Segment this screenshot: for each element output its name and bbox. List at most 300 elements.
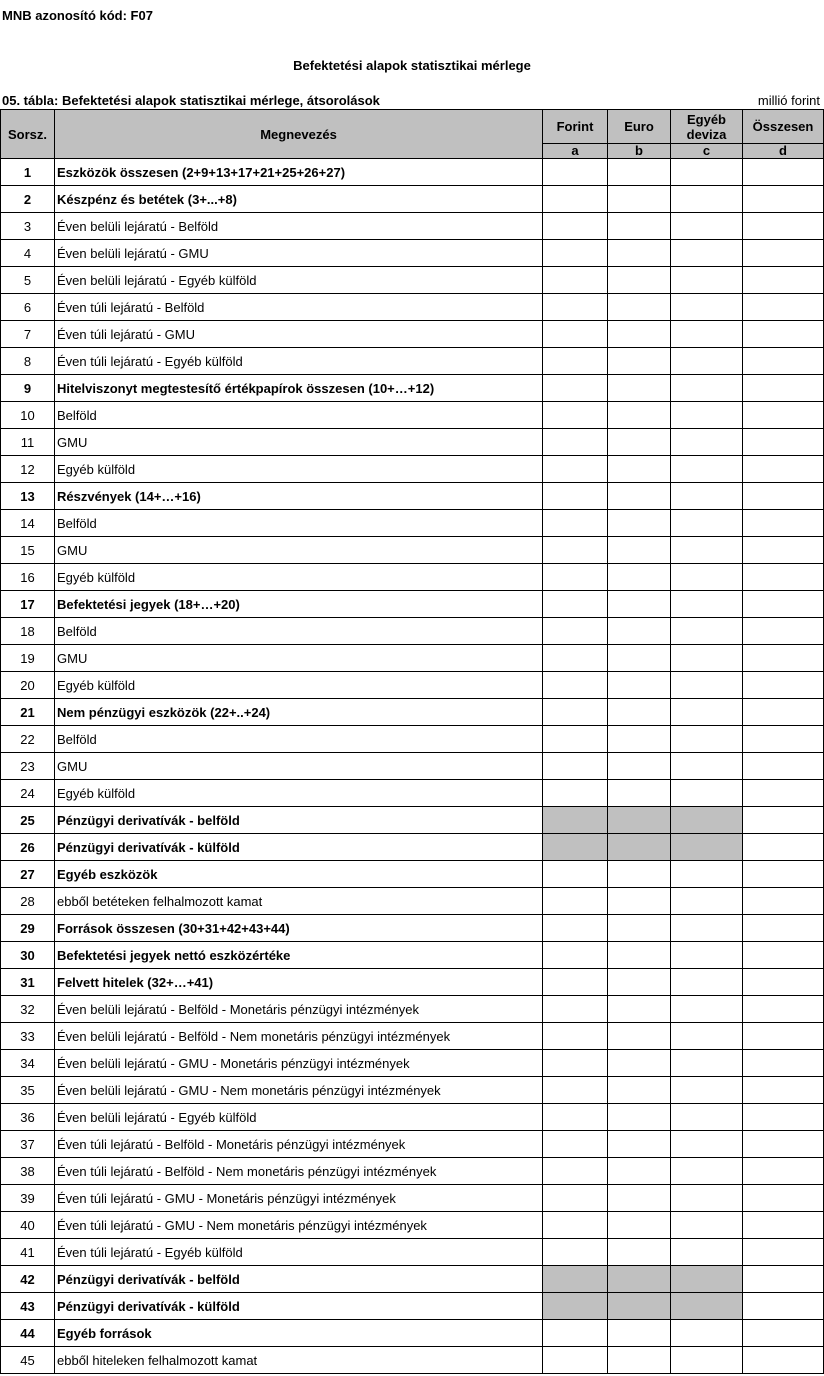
row-number: 3	[1, 213, 55, 240]
value-cell-osszesen[interactable]	[743, 456, 824, 483]
value-cell-egyeb-deviza[interactable]	[671, 321, 743, 348]
value-cell-forint[interactable]	[543, 996, 608, 1023]
table-row	[1, 159, 824, 186]
value-cell-euro[interactable]	[608, 294, 671, 321]
row-label: Belföld	[55, 510, 543, 537]
row-label: Éven túli lejáratú - GMU - Nem monetáris pénzügyi intézmények	[55, 1212, 543, 1239]
row-label: Egyéb külföld	[55, 564, 543, 591]
row-label: Belföld	[55, 618, 543, 645]
value-cell-forint[interactable]	[543, 510, 608, 537]
row-label: Pénzügyi derivatívák - belföld	[55, 807, 543, 834]
value-cell-egyeb-deviza[interactable]	[671, 1023, 743, 1050]
value-cell-osszesen[interactable]	[743, 267, 824, 294]
value-cell-forint[interactable]	[543, 213, 608, 240]
table-row	[1, 1131, 824, 1158]
table-row	[1, 753, 824, 780]
value-cell-egyeb-deviza[interactable]	[671, 537, 743, 564]
table-row	[1, 1104, 824, 1131]
table-row	[1, 591, 824, 618]
value-cell-euro[interactable]	[608, 348, 671, 375]
value-cell-osszesen[interactable]	[743, 1185, 824, 1212]
value-cell-osszesen[interactable]	[743, 213, 824, 240]
value-cell-euro[interactable]	[608, 888, 671, 915]
value-cell-forint[interactable]	[543, 186, 608, 213]
value-cell-euro[interactable]	[608, 1185, 671, 1212]
row-label: Éven belüli lejáratú - GMU	[55, 240, 543, 267]
row-label: Éven belüli lejáratú - GMU - Monetáris pénzügyi intézmények	[55, 1050, 543, 1077]
value-cell-egyeb-deviza[interactable]	[671, 564, 743, 591]
value-cell-euro[interactable]	[608, 1239, 671, 1266]
table-row	[1, 807, 824, 834]
value-cell-forint[interactable]	[543, 564, 608, 591]
value-cell-forint[interactable]	[543, 1131, 608, 1158]
row-label: Egyéb külföld	[55, 456, 543, 483]
value-cell-egyeb-deviza[interactable]	[671, 942, 743, 969]
row-label: Egyéb külföld	[55, 672, 543, 699]
table-row	[1, 510, 824, 537]
row-number: 11	[1, 429, 55, 456]
value-cell-forint[interactable]	[543, 942, 608, 969]
table-row	[1, 456, 824, 483]
row-number: 13	[1, 483, 55, 510]
value-cell-forint[interactable]	[543, 969, 608, 996]
table-row	[1, 483, 824, 510]
balance-sheet-table	[0, 109, 824, 1374]
value-cell-euro[interactable]	[608, 321, 671, 348]
value-cell-forint[interactable]	[543, 321, 608, 348]
row-number: 43	[1, 1293, 55, 1320]
value-cell-egyeb-deviza[interactable]	[671, 1320, 743, 1347]
value-cell-forint[interactable]	[543, 348, 608, 375]
value-cell-forint[interactable]	[543, 267, 608, 294]
value-cell-egyeb-deviza[interactable]	[671, 996, 743, 1023]
header-code-b: b	[608, 144, 671, 159]
value-cell-forint[interactable]	[543, 861, 608, 888]
value-cell-osszesen[interactable]	[743, 294, 824, 321]
row-label: Pénzügyi derivatívák - külföld	[55, 1293, 543, 1320]
value-cell-euro[interactable]	[608, 780, 671, 807]
row-label: Éven túli lejáratú - Belföld - Nem monetáris pénzügyi intézmények	[55, 1158, 543, 1185]
header-code-d: d	[743, 144, 824, 159]
header-osszesen: Összesen	[743, 110, 824, 144]
value-cell-forint[interactable]	[543, 159, 608, 186]
value-cell-egyeb-deviza[interactable]	[671, 267, 743, 294]
value-cell-forint[interactable]	[543, 402, 608, 429]
value-cell-euro[interactable]	[608, 456, 671, 483]
value-cell-euro[interactable]	[608, 375, 671, 402]
value-cell-egyeb-deviza[interactable]	[671, 1104, 743, 1131]
row-label: GMU	[55, 645, 543, 672]
value-cell-forint[interactable]	[543, 1347, 608, 1374]
shaded-cell-forint	[543, 1266, 608, 1293]
value-cell-forint[interactable]	[543, 672, 608, 699]
value-cell-euro[interactable]	[608, 537, 671, 564]
value-cell-osszesen[interactable]	[743, 348, 824, 375]
value-cell-euro[interactable]	[608, 996, 671, 1023]
row-label: Pénzügyi derivatívák - külföld	[55, 834, 543, 861]
table-row	[1, 186, 824, 213]
value-cell-osszesen[interactable]	[743, 564, 824, 591]
value-cell-egyeb-deviza[interactable]	[671, 186, 743, 213]
value-cell-egyeb-deviza[interactable]	[671, 672, 743, 699]
value-cell-forint[interactable]	[543, 1212, 608, 1239]
row-number: 7	[1, 321, 55, 348]
row-number: 2	[1, 186, 55, 213]
row-number: 12	[1, 456, 55, 483]
value-cell-forint[interactable]	[543, 375, 608, 402]
value-cell-osszesen[interactable]	[743, 753, 824, 780]
mnb-code: MNB azonosító kód: F07	[2, 8, 153, 23]
value-cell-euro[interactable]	[608, 240, 671, 267]
value-cell-osszesen[interactable]	[743, 483, 824, 510]
value-cell-forint[interactable]	[543, 726, 608, 753]
value-cell-egyeb-deviza[interactable]	[671, 618, 743, 645]
header-egyeb-deviza: Egyéb deviza	[671, 110, 743, 144]
value-cell-osszesen[interactable]	[743, 645, 824, 672]
value-cell-osszesen[interactable]	[743, 1158, 824, 1185]
row-label: Nem pénzügyi eszközök (22+..+24)	[55, 699, 543, 726]
table-row	[1, 1320, 824, 1347]
row-number: 25	[1, 807, 55, 834]
value-cell-forint[interactable]	[543, 429, 608, 456]
row-number: 21	[1, 699, 55, 726]
row-number: 17	[1, 591, 55, 618]
value-cell-euro[interactable]	[608, 1077, 671, 1104]
row-number: 27	[1, 861, 55, 888]
value-cell-euro[interactable]	[608, 645, 671, 672]
value-cell-forint[interactable]	[543, 699, 608, 726]
value-cell-forint[interactable]	[543, 1185, 608, 1212]
value-cell-osszesen[interactable]	[743, 1293, 824, 1320]
value-cell-forint[interactable]	[543, 888, 608, 915]
value-cell-osszesen[interactable]	[743, 240, 824, 267]
row-number: 38	[1, 1158, 55, 1185]
value-cell-forint[interactable]	[543, 456, 608, 483]
header-forint: Forint	[543, 110, 608, 144]
shaded-cell-forint	[543, 807, 608, 834]
value-cell-egyeb-deviza[interactable]	[671, 726, 743, 753]
value-cell-osszesen[interactable]	[743, 510, 824, 537]
table-row	[1, 996, 824, 1023]
value-cell-euro[interactable]	[608, 186, 671, 213]
value-cell-osszesen[interactable]	[743, 1239, 824, 1266]
table-title: 05. tábla: Befektetési alapok statisztikai mérlege, átsorolások	[2, 93, 380, 108]
unit-label: millió forint	[757, 93, 820, 108]
row-label: Egyéb források	[55, 1320, 543, 1347]
value-cell-euro[interactable]	[608, 564, 671, 591]
value-cell-forint[interactable]	[543, 645, 608, 672]
value-cell-egyeb-deviza[interactable]	[671, 402, 743, 429]
value-cell-egyeb-deviza[interactable]	[671, 240, 743, 267]
value-cell-osszesen[interactable]	[743, 321, 824, 348]
row-number: 42	[1, 1266, 55, 1293]
row-label: Éven túli lejáratú - Egyéb külföld	[55, 1239, 543, 1266]
value-cell-egyeb-deviza[interactable]	[671, 1077, 743, 1104]
value-cell-euro[interactable]	[608, 915, 671, 942]
table-row	[1, 294, 824, 321]
row-number: 40	[1, 1212, 55, 1239]
row-label: Egyéb eszközök	[55, 861, 543, 888]
row-label: Éven belüli lejáratú - Belföld	[55, 213, 543, 240]
row-number: 19	[1, 645, 55, 672]
row-number: 28	[1, 888, 55, 915]
value-cell-euro[interactable]	[608, 753, 671, 780]
header-code-c: c	[671, 144, 743, 159]
value-cell-egyeb-deviza[interactable]	[671, 1185, 743, 1212]
value-cell-osszesen[interactable]	[743, 1131, 824, 1158]
table-row	[1, 888, 824, 915]
value-cell-egyeb-deviza[interactable]	[671, 1347, 743, 1374]
row-number: 8	[1, 348, 55, 375]
value-cell-egyeb-deviza[interactable]	[671, 780, 743, 807]
value-cell-osszesen[interactable]	[743, 969, 824, 996]
value-cell-egyeb-deviza[interactable]	[671, 861, 743, 888]
value-cell-egyeb-deviza[interactable]	[671, 456, 743, 483]
row-number: 15	[1, 537, 55, 564]
value-cell-egyeb-deviza[interactable]	[671, 1131, 743, 1158]
value-cell-euro[interactable]	[608, 402, 671, 429]
value-cell-osszesen[interactable]	[743, 834, 824, 861]
value-cell-euro[interactable]	[608, 429, 671, 456]
row-number: 4	[1, 240, 55, 267]
shaded-cell-egyeb-deviza	[671, 834, 743, 861]
table-row	[1, 1050, 824, 1077]
value-cell-euro[interactable]	[608, 618, 671, 645]
row-number: 31	[1, 969, 55, 996]
value-cell-osszesen[interactable]	[743, 1212, 824, 1239]
page-title: Befektetési alapok statisztikai mérlege	[293, 58, 531, 73]
shaded-cell-euro	[608, 1266, 671, 1293]
value-cell-egyeb-deviza[interactable]	[671, 591, 743, 618]
row-label: Éven belüli lejáratú - Egyéb külföld	[55, 267, 543, 294]
row-number: 10	[1, 402, 55, 429]
value-cell-osszesen[interactable]	[743, 1023, 824, 1050]
value-cell-euro[interactable]	[608, 483, 671, 510]
table-row	[1, 402, 824, 429]
row-label: Eszközök összesen (2+9+13+17+21+25+26+27)	[55, 159, 543, 186]
value-cell-osszesen[interactable]	[743, 1104, 824, 1131]
table-row	[1, 780, 824, 807]
value-cell-euro[interactable]	[608, 942, 671, 969]
value-cell-euro[interactable]	[608, 591, 671, 618]
row-label: Éven túli lejáratú - Belföld	[55, 294, 543, 321]
value-cell-euro[interactable]	[608, 1104, 671, 1131]
value-cell-osszesen[interactable]	[743, 915, 824, 942]
value-cell-osszesen[interactable]	[743, 375, 824, 402]
value-cell-egyeb-deviza[interactable]	[671, 753, 743, 780]
value-cell-osszesen[interactable]	[743, 1347, 824, 1374]
row-label: Befektetési jegyek nettó eszközértéke	[55, 942, 543, 969]
row-label: GMU	[55, 753, 543, 780]
value-cell-egyeb-deviza[interactable]	[671, 1050, 743, 1077]
header-sorsz: Sorsz.	[1, 110, 55, 159]
value-cell-osszesen[interactable]	[743, 942, 824, 969]
shaded-cell-euro	[608, 834, 671, 861]
value-cell-osszesen[interactable]	[743, 1320, 824, 1347]
row-number: 23	[1, 753, 55, 780]
row-number: 34	[1, 1050, 55, 1077]
value-cell-egyeb-deviza[interactable]	[671, 888, 743, 915]
row-label: Készpénz és betétek (3+...+8)	[55, 186, 543, 213]
row-number: 35	[1, 1077, 55, 1104]
value-cell-forint[interactable]	[543, 753, 608, 780]
table-row	[1, 537, 824, 564]
value-cell-osszesen[interactable]	[743, 1077, 824, 1104]
value-cell-forint[interactable]	[543, 915, 608, 942]
value-cell-egyeb-deviza[interactable]	[671, 1212, 743, 1239]
value-cell-egyeb-deviza[interactable]	[671, 699, 743, 726]
value-cell-euro[interactable]	[608, 1320, 671, 1347]
row-number: 26	[1, 834, 55, 861]
row-number: 22	[1, 726, 55, 753]
value-cell-euro[interactable]	[608, 969, 671, 996]
value-cell-euro[interactable]	[608, 672, 671, 699]
table-row	[1, 429, 824, 456]
value-cell-osszesen[interactable]	[743, 1050, 824, 1077]
table-row	[1, 969, 824, 996]
value-cell-egyeb-deviza[interactable]	[671, 645, 743, 672]
row-number: 45	[1, 1347, 55, 1374]
row-label: Éven túli lejáratú - GMU - Monetáris pénzügyi intézmények	[55, 1185, 543, 1212]
value-cell-euro[interactable]	[608, 267, 671, 294]
value-cell-osszesen[interactable]	[743, 591, 824, 618]
shaded-cell-euro	[608, 807, 671, 834]
row-number: 1	[1, 159, 55, 186]
value-cell-euro[interactable]	[608, 1050, 671, 1077]
row-label: Éven túli lejáratú - Belföld - Monetáris pénzügyi intézmények	[55, 1131, 543, 1158]
value-cell-egyeb-deviza[interactable]	[671, 1158, 743, 1185]
value-cell-forint[interactable]	[543, 780, 608, 807]
value-cell-egyeb-deviza[interactable]	[671, 1239, 743, 1266]
value-cell-forint[interactable]	[543, 1050, 608, 1077]
row-label: Éven túli lejáratú - GMU	[55, 321, 543, 348]
value-cell-egyeb-deviza[interactable]	[671, 213, 743, 240]
value-cell-forint[interactable]	[543, 240, 608, 267]
value-cell-egyeb-deviza[interactable]	[671, 294, 743, 321]
row-number: 14	[1, 510, 55, 537]
table-row	[1, 1212, 824, 1239]
value-cell-forint[interactable]	[543, 1077, 608, 1104]
value-cell-forint[interactable]	[543, 1320, 608, 1347]
row-number: 37	[1, 1131, 55, 1158]
row-number: 30	[1, 942, 55, 969]
value-cell-egyeb-deviza[interactable]	[671, 348, 743, 375]
value-cell-egyeb-deviza[interactable]	[671, 159, 743, 186]
value-cell-egyeb-deviza[interactable]	[671, 915, 743, 942]
table-row	[1, 672, 824, 699]
table-row	[1, 1293, 824, 1320]
row-label: Belföld	[55, 402, 543, 429]
value-cell-osszesen[interactable]	[743, 672, 824, 699]
row-number: 41	[1, 1239, 55, 1266]
row-label: Belföld	[55, 726, 543, 753]
value-cell-euro[interactable]	[608, 1347, 671, 1374]
table-row	[1, 375, 824, 402]
value-cell-euro[interactable]	[608, 699, 671, 726]
value-cell-forint[interactable]	[543, 1158, 608, 1185]
value-cell-osszesen[interactable]	[743, 537, 824, 564]
row-label: GMU	[55, 429, 543, 456]
value-cell-egyeb-deviza[interactable]	[671, 375, 743, 402]
value-cell-egyeb-deviza[interactable]	[671, 483, 743, 510]
row-label: Egyéb külföld	[55, 780, 543, 807]
value-cell-osszesen[interactable]	[743, 996, 824, 1023]
value-cell-euro[interactable]	[608, 510, 671, 537]
table-row	[1, 1023, 824, 1050]
row-number: 6	[1, 294, 55, 321]
value-cell-forint[interactable]	[543, 1023, 608, 1050]
table-row	[1, 1185, 824, 1212]
value-cell-egyeb-deviza[interactable]	[671, 429, 743, 456]
row-label: ebből betéteken felhalmozott kamat	[55, 888, 543, 915]
value-cell-euro[interactable]	[608, 1212, 671, 1239]
value-cell-osszesen[interactable]	[743, 159, 824, 186]
value-cell-euro[interactable]	[608, 861, 671, 888]
table-row	[1, 267, 824, 294]
row-number: 9	[1, 375, 55, 402]
value-cell-forint[interactable]	[543, 618, 608, 645]
value-cell-osszesen[interactable]	[743, 699, 824, 726]
row-number: 18	[1, 618, 55, 645]
value-cell-forint[interactable]	[543, 591, 608, 618]
row-number: 33	[1, 1023, 55, 1050]
table-row	[1, 1347, 824, 1374]
shaded-cell-egyeb-deviza	[671, 1266, 743, 1293]
row-label: Felvett hitelek (32+…+41)	[55, 969, 543, 996]
value-cell-euro[interactable]	[608, 213, 671, 240]
value-cell-osszesen[interactable]	[743, 402, 824, 429]
value-cell-osszesen[interactable]	[743, 1266, 824, 1293]
value-cell-osszesen[interactable]	[743, 726, 824, 753]
table-row	[1, 321, 824, 348]
header-megnevezes: Megnevezés	[55, 110, 543, 159]
row-number: 39	[1, 1185, 55, 1212]
value-cell-osszesen[interactable]	[743, 186, 824, 213]
row-label: Éven túli lejáratú - Egyéb külföld	[55, 348, 543, 375]
value-cell-euro[interactable]	[608, 726, 671, 753]
value-cell-forint[interactable]	[543, 1239, 608, 1266]
table-row	[1, 213, 824, 240]
value-cell-forint[interactable]	[543, 294, 608, 321]
row-number: 32	[1, 996, 55, 1023]
value-cell-osszesen[interactable]	[743, 807, 824, 834]
value-cell-osszesen[interactable]	[743, 429, 824, 456]
row-label: Hitelviszonyt megtestesítő értékpapírok összesen (10+…+12)	[55, 375, 543, 402]
table-row	[1, 240, 824, 267]
value-cell-euro[interactable]	[608, 159, 671, 186]
table-body	[1, 159, 824, 1374]
value-cell-osszesen[interactable]	[743, 861, 824, 888]
value-cell-osszesen[interactable]	[743, 618, 824, 645]
row-label: Éven belüli lejáratú - Egyéb külföld	[55, 1104, 543, 1131]
value-cell-osszesen[interactable]	[743, 780, 824, 807]
row-label: Éven belüli lejáratú - GMU - Nem monetáris pénzügyi intézmények	[55, 1077, 543, 1104]
value-cell-euro[interactable]	[608, 1023, 671, 1050]
table-row	[1, 564, 824, 591]
value-cell-euro[interactable]	[608, 1158, 671, 1185]
value-cell-forint[interactable]	[543, 483, 608, 510]
value-cell-osszesen[interactable]	[743, 888, 824, 915]
value-cell-forint[interactable]	[543, 1104, 608, 1131]
row-label: Pénzügyi derivatívák - belföld	[55, 1266, 543, 1293]
table-row	[1, 1077, 824, 1104]
value-cell-euro[interactable]	[608, 1131, 671, 1158]
table-row	[1, 726, 824, 753]
value-cell-forint[interactable]	[543, 537, 608, 564]
value-cell-egyeb-deviza[interactable]	[671, 510, 743, 537]
value-cell-egyeb-deviza[interactable]	[671, 969, 743, 996]
table-row	[1, 834, 824, 861]
